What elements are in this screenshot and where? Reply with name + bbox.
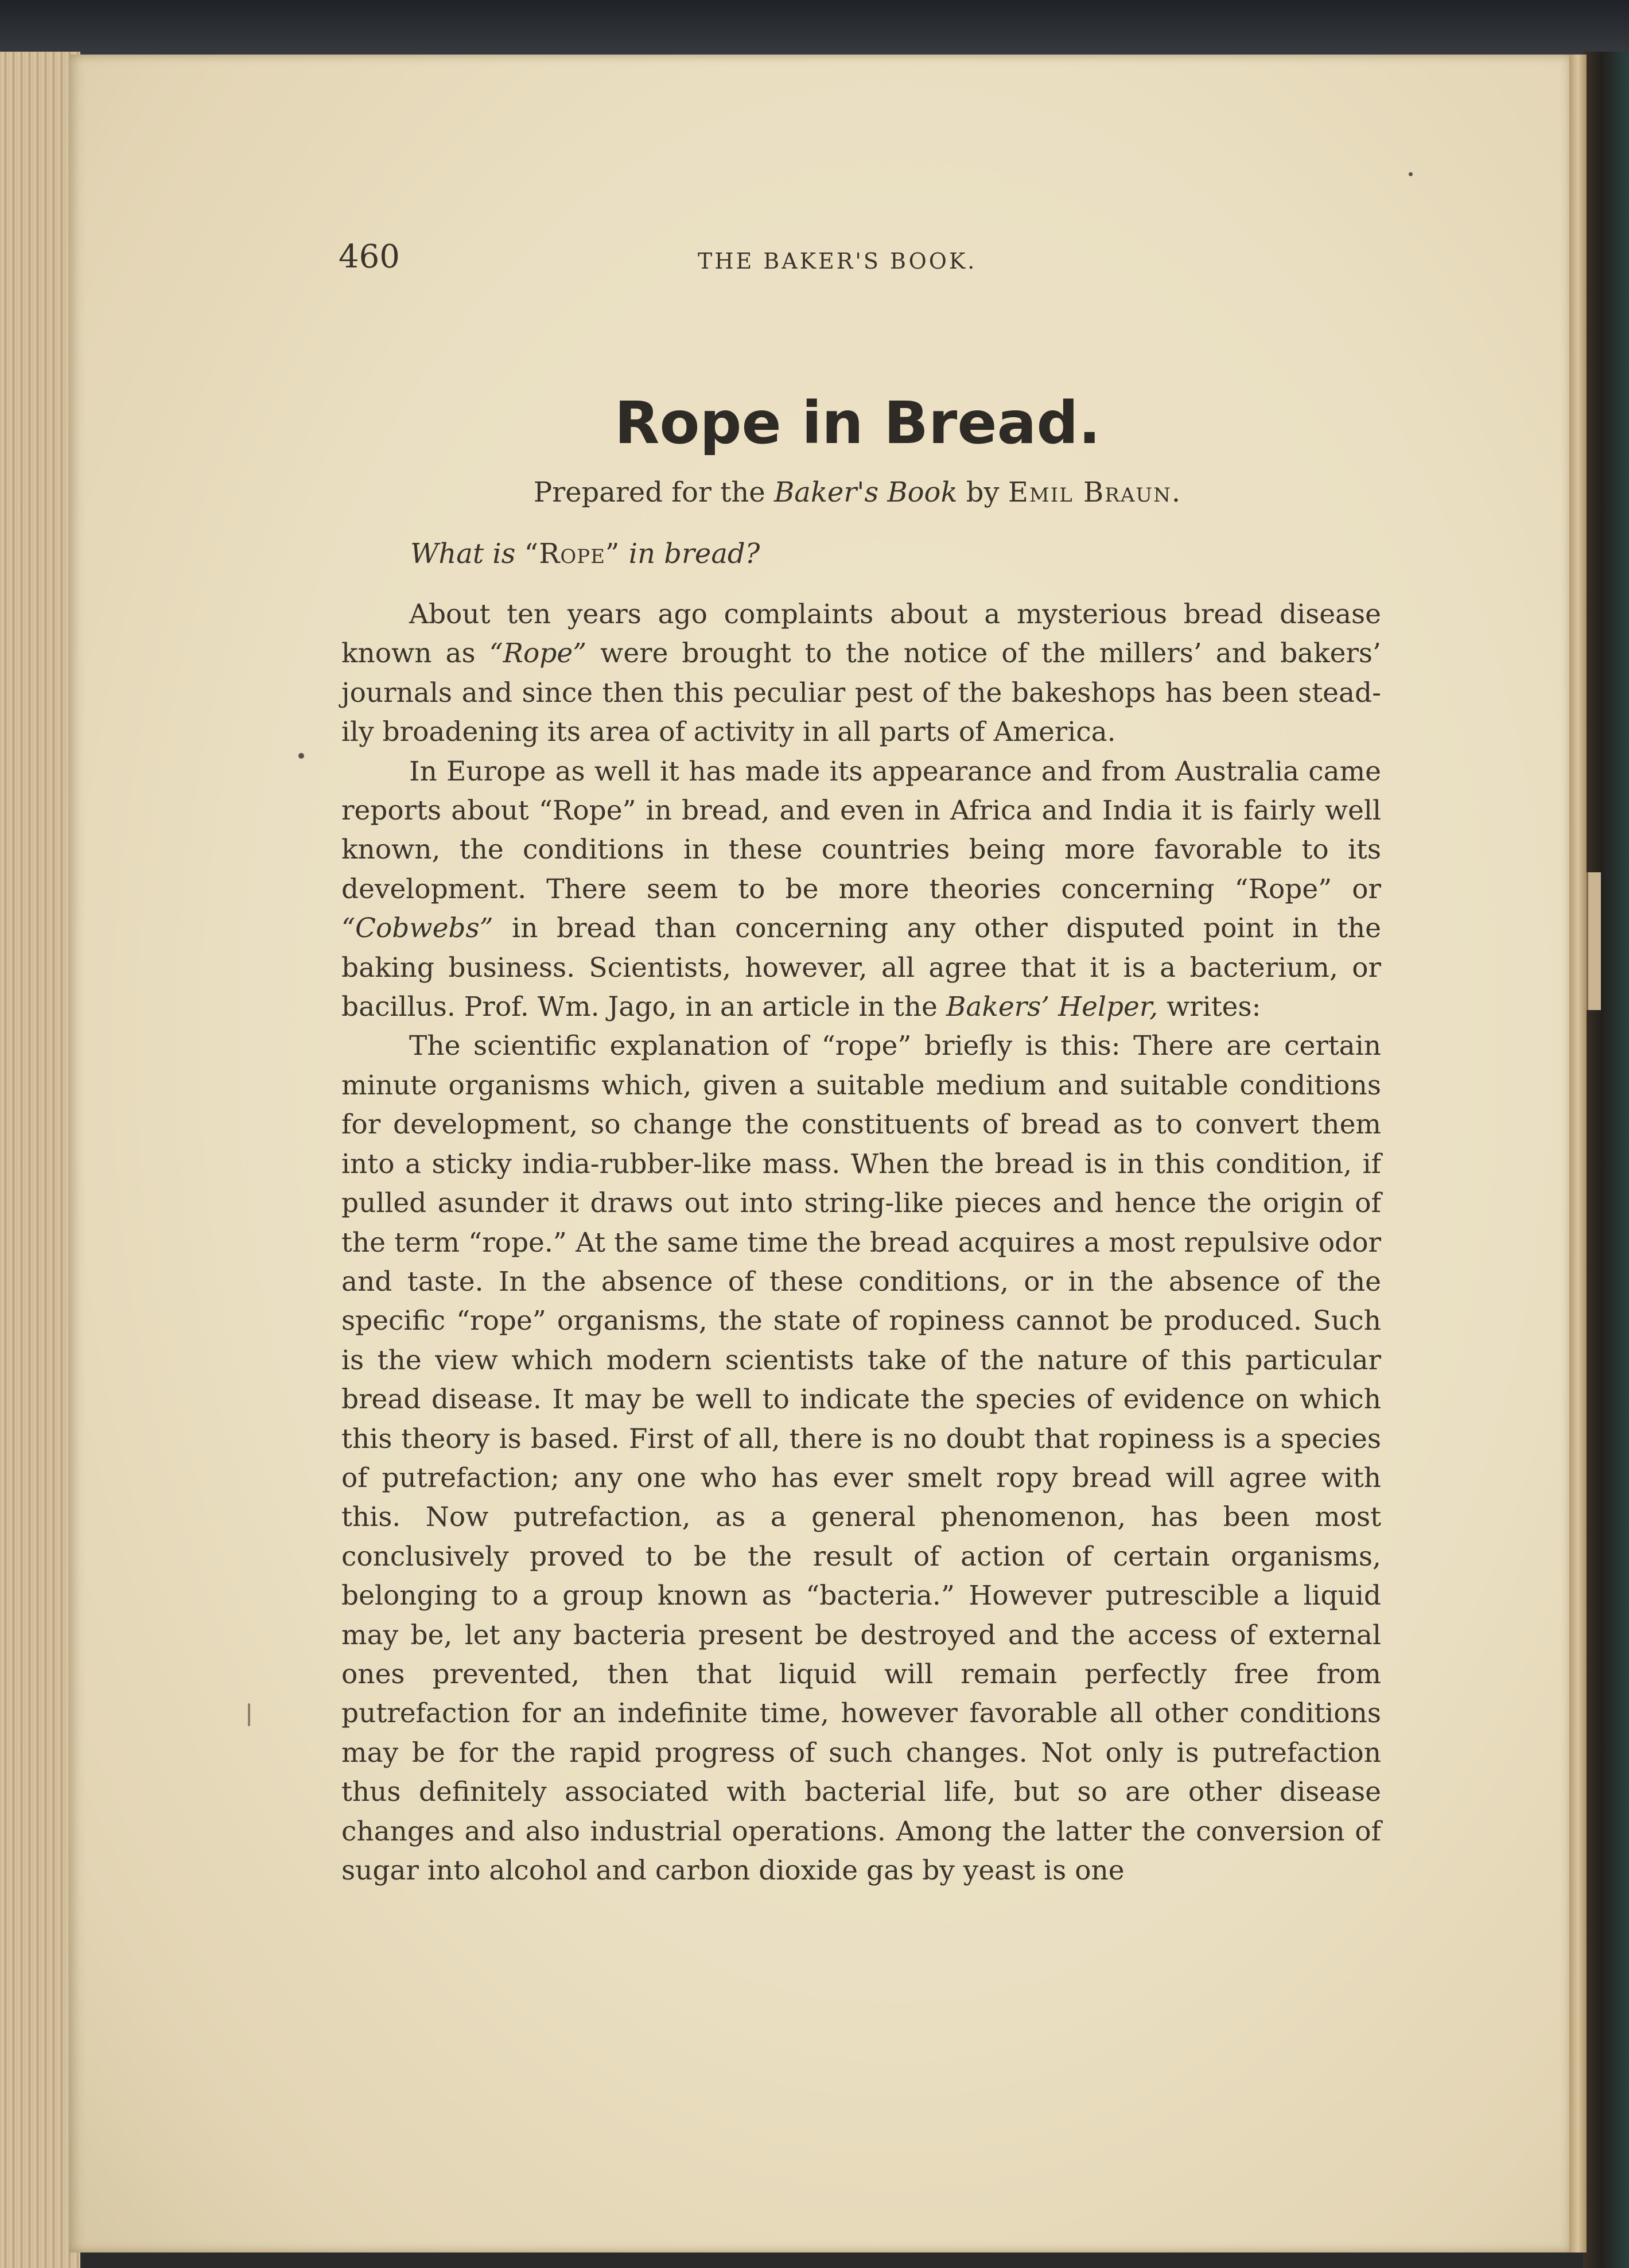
page-tab [1587,872,1601,1010]
p2-text-c: writes: [1158,991,1261,1023]
question-end: in bread? [620,538,760,570]
article-title: Rope in Bread. [614,389,1101,457]
byline-prefix: Prepared for the [533,476,774,508]
byline-by: by [957,476,1008,508]
page-number: 460 [339,238,400,275]
byline-author: Emil Braun. [1008,476,1182,508]
section-question [410,537,760,571]
paragraph-2 [341,752,1381,1027]
page-header [339,240,1394,286]
running-head: THE BAKER'S BOOK. [698,248,977,274]
p2-text-b: in bread than concerning any other disputed point in the baking business. Scientists, however, all agree that it is a bacterium, or bacillus. Prof. Wm. Jago, in an article in the [341,912,1381,1023]
page-edges-right [1569,55,1587,2253]
page-edges-left [0,52,80,2268]
article-byline [0,475,1629,510]
speck-mark [298,753,304,759]
speck-mark [1409,172,1413,176]
p1-text-a: About ten years ago complaints about a mysterious bread disease known as [341,599,1381,670]
article-body [341,595,1381,1890]
book-cover-top [0,0,1629,63]
paragraph-3: The scientific explanation of “rope” briefly is this: There are certain minute organisms which, given a suitable medium and suitable conditions for development, so change the constituents of bread as to convert them into a sticky india-rubber-like mass. When the bread is in this condition, if pulled asunder it draws out into string-like pieces and hence the origin of the term “rope.” At the same time the bread acquires a most repulsive odor and taste. In the absence of these conditions, or in the absence of the specific “rope” organisms, the state of ropiness cannot be produced. Such is the view which modern scientists take of the nature of this particular bread disease. It may be well to indicate the species of evidence on which this theory is based. First of all, there is no doubt that ropiness is a species of putrefaction; any one who has ever smelt ropy bread will agree with this. Now putrefaction, as a general phenomenon, has been most conclusively proved to be the result of action of certain organisms, belonging to a group known as “bacteria.” However putrescible a liquid may be, let any bacteria present be destroyed and the access of external ones prevented, then that liquid will remain perfectly free from putrefaction for an indefinite time, however favorable all other conditions may be for the rapid progress of such changes. Not only is putrefaction thus definitely associated with bacterial life, but so are other disease changes and also industrial operations. Among the latter the conversion of sugar into alcohol and carbon dioxide gas by yeast is one [341,1030,1381,1886]
p2-text-a: In Europe as well it has made its appearance and from Australia came reports about “Rope” in bread, and even in Africa and India it is fairly well known, the conditions in these countries being more favorable to its development. There seem to be more theories concerning “Rope” or [341,755,1381,905]
p1-rope: “Rope” [489,638,587,670]
book-cover-right [1583,52,1629,2268]
p2-cobwebs: “Cobwebs” [341,912,493,945]
speck-mark [248,1703,250,1726]
byline-book: Baker's Book [773,476,958,508]
paragraph-1 [341,595,1381,752]
question-rope: “Rope” [524,538,620,570]
p1-text-b: were brought to the notice of the millers’ and bakers’ journals and since then this peculiar pest of the bakeshops has been steadily broadening its area of activity in all parts of America. [341,638,1381,748]
question-start: What is [410,538,524,570]
p2-bakers-helper: Bakers’ Helper, [946,991,1158,1023]
